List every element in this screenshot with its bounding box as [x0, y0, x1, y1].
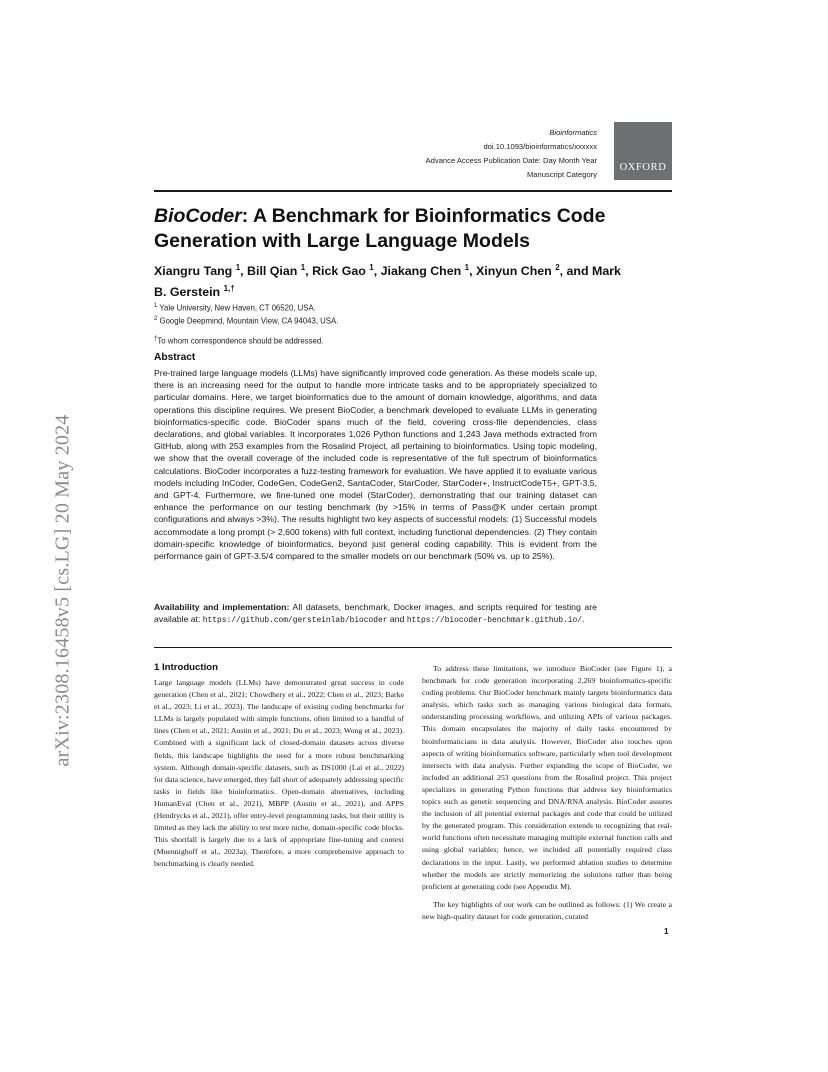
author-name: Jiakang Chen: [380, 264, 462, 279]
author-affiliation-marker: 1: [369, 263, 374, 272]
arxiv-identifier: arXiv:2308.16458v5 [cs.LG] 20 May 2024: [51, 414, 74, 766]
introduction-highlights: The key highlights of our work can be outlined as follows: (1) We create a new high-quality dataset for code generation, curated: [422, 900, 672, 922]
author-name: Rick Gao: [312, 264, 366, 279]
introduction-right-column: To address these limitations, we introduce BioCoder (see Figure 1), a benchmark for code generation incorporating 2,269 bioinformatics-specific coding problems. Our BioCoder benchmark mainly targets bioinformatics data analysis, which tasks such as managing various biological data formats, understanding processing workflows, and utilizing APIs of various packages. This domain encapsulates the majority of daily tasks encountered by bioinformaticians in data analysis. However, BioCoder also touches upon aspects of writing bioinformatics software, particularly when tool development intersects with data analysis. Further expanding the scope of BioCoder, we included an additional 253 questions from the Rosalind project. This project specializes in generating Python functions that address key bioinformatics topics such as genetic sequencing and DNA/RNA analysis. BioCoder assures the inclusion of all potential external packages and code that could be utilized by the generated program. This consideration extends to recognizing that real-world functions often necessitate managing multiple external function calls and using global variables; hence, we included all potentially required class declarations in the input. Lastly, we performed ablation studies to determine whether the models are strictly memorizing the solutions rather than being proficient at generating code (see Appendix M).: [422, 664, 672, 891]
author-affiliation-marker: 1: [464, 263, 470, 272]
journal-name: Bioinformatics: [549, 128, 597, 137]
publisher-logo: OXFORD: [614, 122, 672, 180]
header-rule: [154, 190, 672, 192]
author-conjunction: and: [566, 264, 589, 279]
journal-metadata: [426, 126, 597, 182]
page-number: 1: [664, 927, 669, 936]
author-list: Xiangru Tang $^1$, Bill Qian $^1$, Rick Gao $^1$, Jiakang Chen $^1$, Xinyun Chen $^2$, and Mark B. Gerstein $^{1,\dagger}$: [154, 263, 621, 300]
author-name: Mark B. Gerstein: [154, 264, 621, 300]
project-page-link[interactable]: https://biocoder-benchmark.github.io/: [406, 616, 583, 626]
affiliation-1: $^1$ Yale University, New Haven, CT 06520, USA.: [154, 303, 316, 313]
author-affiliation-marker: 1,†: [223, 284, 235, 294]
paper-title: BioCoder: A Benchmark for Bioinformatics Code Generation with Large Language Models: [154, 205, 606, 252]
section-rule: [154, 647, 672, 648]
author-affiliation-marker: 2: [555, 263, 560, 272]
journal-access-date: Advance Access Publication Date: Day Month Year: [425, 156, 597, 165]
abstract-heading: Abstract: [154, 352, 196, 363]
author-affiliation-marker: 1: [300, 263, 306, 272]
availability-statement: Availability and implementation: All datasets, benchmark, Docker images, and scripts required for testing are available at: https://github.com/gersteinlab/biocoder and https://biocoder-benchmark.github.io/.: [154, 602, 597, 626]
journal-category: Manuscript Category: [526, 170, 597, 179]
abstract-body: Pre-trained large language models (LLMs) have significantly improved code generation. As these models scale up, there is an increasing need for the output to handle more intricate tasks and to be appropriately specialized to particular domains. Here, we target bioinformatics due to the amount of domain knowledge, algorithms, and data operations this discipline requires. We present BioCoder, a benchmark developed to evaluate LLMs in generating bioinformatics-specific code. BioCoder spans much of the field, covering cross-file dependencies, class declarations, and global variables. It incorporates 1,026 Python functions and 1,243 Java methods extracted from GitHub, along with 253 examples from the Rosalind Project, all pertaining to bioinformatics. Using topic modeling, we show that the overall coverage of the included code is representative of the full spectrum of bioinformatics calculations. BioCoder incorporates a fuzz-testing framework for evaluation. We have applied it to evaluate various models including InCoder, CodeGen, CodeGen2, SantaCoder, StarCoder, StarCoder+, InstructCodeT5+, GPT-3.5, and GPT-4. Furthermore, we fine-tuned one model (StarCoder), demonstrating that our training dataset can enhance the performance on our testing benchmark (by >15% in terms of Pass@K under certain prompt configurations and always >3%). The results highlight two key aspects of successful models: (1) Successful models accommodate a long prompt (> 2,600 tokens) with full context, including functional dependencies. (2) They contain domain-specific knowledge of bioinformatics, beyond just general coding capability. This is evident from the performance gain of GPT-3.5/4 compared to the smaller models on our benchmark (50% vs. up to 25%).: [154, 368, 597, 562]
author-name: Xinyun Chen: [476, 264, 552, 279]
introduction-heading: 1 Introduction: [154, 662, 218, 673]
author-name: Bill Qian: [247, 264, 298, 279]
author-name: Xiangru Tang: [154, 264, 233, 279]
author-affiliation-marker: 1: [235, 263, 241, 272]
journal-doi: doi.10.1093/bioinformatics/xxxxxx: [483, 142, 597, 151]
introduction-left-column: Large language models (LLMs) have demonstrated great success in code generation (Chen et al., 2021; Chowdhery et al., 2022; Chen et al., 2023; Barke et al., 2023; Li et al., 2023). The landscape of existing coding benchmarks for LLMs is largely populated with simple functions, often limited to a handful of lines (Chen et al., 2021; Austin et al., 2021; Du et al., 2023; Wong et al., 2023). Combined with a significant lack of closed-domain datasets across diverse fields, this landscape highlights the need for a more robust benchmarking system. Although domain-specific datasets, such as DS1000 (Lai et al., 2022) for data science, have emerged, they fall short of adequately addressing specific tasks in fields like bioinformatics. Open-domain alternatives, including HumanEval (Chen et al., 2021), MBPP (Austin et al., 2021), and APPS (Hendrycks et al., 2021), offer entry-level programming tasks, but their utility is limited as they lack the ability to test more niche, domain-specific code blocks. This shortfall is largely due to a lack of appropriate fine-tuning and context (Muennighoff et al., 2023a). Therefore, a more comprehensive approach to benchmarking is clearly needed.: [154, 678, 404, 869]
github-link[interactable]: https://github.com/gersteinlab/biocoder: [202, 616, 388, 626]
correspondence-note: †To whom correspondence should be addressed.: [154, 336, 324, 346]
affiliation-2: $^2$ Google Deepmind, Mountain View, CA 94043, USA.: [154, 316, 339, 326]
